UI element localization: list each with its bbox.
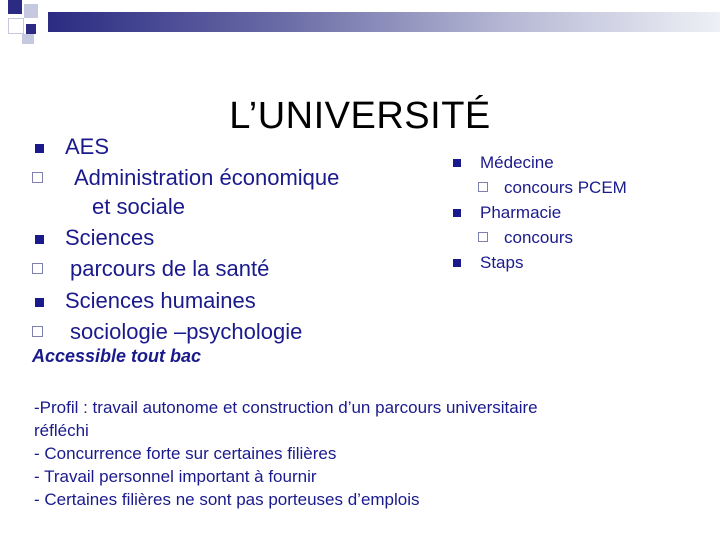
list-item-label: Sciences humaines (65, 288, 256, 313)
notes-block (34, 396, 704, 511)
list-item-label: Médecine (480, 153, 554, 172)
note-line: - Certaines filières ne sont pas porteuses d’emplois (34, 490, 420, 509)
header-square-dark-small (26, 24, 36, 34)
bullet-square-icon (453, 259, 461, 267)
sublist-item-administration (32, 163, 432, 193)
sublist-item-label: concours (504, 228, 573, 247)
bullet-square-icon (453, 159, 461, 167)
bullet-square-icon (453, 209, 461, 217)
checkbox-bullet-icon (32, 172, 43, 183)
note-line: - Concurrence forte sur certaines filières (34, 444, 337, 463)
list-item-aes (32, 130, 432, 163)
header-square-light (24, 4, 38, 18)
list-item-medecine (450, 150, 720, 175)
sublist-item-parcours (32, 254, 432, 284)
list-item-label: AES (65, 134, 110, 159)
list-item-sciences (32, 221, 432, 254)
sublist-item-label: parcours de la santé (70, 256, 270, 281)
page-title: L’UNIVERSITÉ (229, 95, 491, 138)
left-column (32, 130, 432, 347)
bullet-square-icon (35, 298, 44, 307)
accessible-note: Accessible tout bac (32, 346, 202, 366)
note-line: - Travail personnel important à fournir (34, 467, 317, 486)
checkbox-bullet-icon (32, 326, 43, 337)
note-line: réfléchi (34, 421, 89, 440)
sublist-item-concours-pcem (450, 175, 720, 200)
sublist-item-continuation (32, 193, 432, 221)
sublist-item-label: concours PCEM (504, 178, 627, 197)
checkbox-bullet-icon (478, 182, 488, 192)
sublist-item-label: Administration économique (74, 165, 340, 190)
checkbox-bullet-icon (478, 232, 488, 242)
bullet-square-icon (35, 144, 44, 153)
bullet-square-icon (35, 235, 44, 244)
sublist-item-label: sociologie –psychologie (70, 319, 303, 344)
list-item-label: Pharmacie (480, 203, 562, 222)
checkbox-bullet-icon (32, 263, 43, 274)
note-line: -Profil : travail autonome et construction d’un parcours universitaire (34, 398, 538, 417)
header-square-dark (8, 0, 22, 14)
list-item-label: Staps (480, 253, 524, 272)
header-square-light-bottom (22, 34, 34, 44)
right-column (450, 150, 720, 275)
list-item-label: Sciences (65, 225, 155, 250)
header-square-outline (8, 18, 24, 34)
list-item-staps (450, 250, 720, 275)
sublist-item-label-continuation: et sociale (92, 194, 185, 219)
sublist-item-sociologie (32, 317, 432, 347)
sublist-item-concours (450, 225, 720, 250)
header-gradient-bar (48, 12, 720, 32)
list-item-pharmacie (450, 200, 720, 225)
list-item-sciences-humaines (32, 284, 432, 317)
